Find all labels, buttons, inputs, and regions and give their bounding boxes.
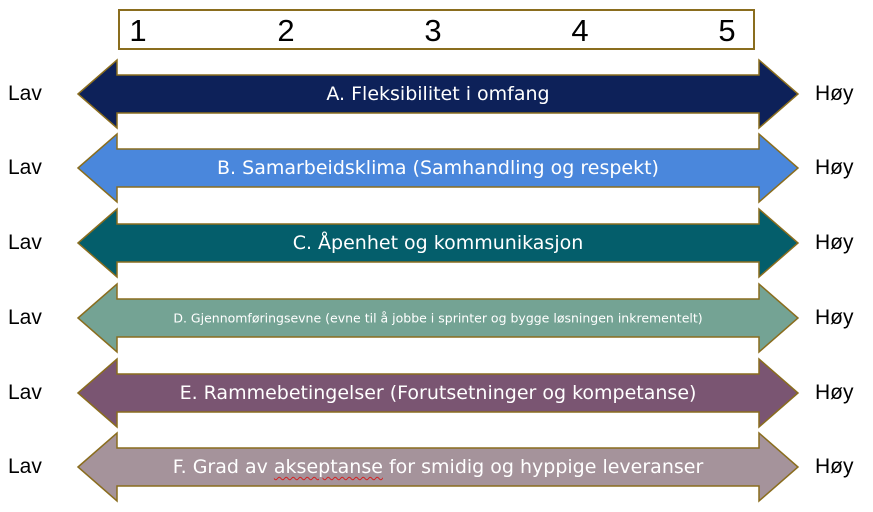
low-label: Lav	[8, 231, 42, 254]
low-label: Lav	[8, 381, 42, 404]
high-label: Høy	[815, 231, 854, 254]
scale-number-4: 4	[571, 13, 589, 48]
low-label: Lav	[8, 306, 42, 329]
arrow-label-prefix: F. Grad av	[172, 456, 274, 478]
high-label: Høy	[815, 82, 854, 105]
low-label: Lav	[8, 82, 42, 105]
arrow-label: C. Åpenhet og kommunikasjon	[292, 232, 584, 254]
arrow-label: B. Samarbeidsklima (Samhandling og respekt)	[217, 157, 659, 179]
scale-row-e	[0, 357, 873, 429]
arrow-label: A. Fleksibilitet i omfang	[326, 83, 550, 105]
scale-row-c	[0, 207, 873, 279]
misspelled-word: akseptanse	[273, 456, 383, 478]
arrow-label-suffix: for smidig og hyppige leveranser	[382, 456, 704, 478]
scale-row-a	[0, 58, 873, 130]
scale-number-1: 1	[129, 13, 147, 48]
low-label: Lav	[8, 455, 42, 478]
scale-number-5: 5	[718, 13, 736, 48]
high-label: Høy	[815, 381, 854, 404]
scale-number-2: 2	[277, 13, 295, 48]
scale-box	[118, 9, 755, 50]
scale-row-b	[0, 132, 873, 204]
high-label: Høy	[815, 306, 854, 329]
scale-row-d	[0, 282, 873, 354]
scale-number-3: 3	[424, 13, 442, 48]
scale-row-f	[0, 431, 873, 503]
arrow-label: E. Rammebetingelser (Forutsetninger og kompetanse)	[179, 382, 697, 404]
low-label: Lav	[8, 156, 42, 179]
arrow-label: D. Gjennomføringsevne (evne til å jobbe i sprinter og bygge løsningen inkrementelt)	[173, 310, 703, 326]
arrow-label	[118, 456, 758, 478]
high-label: Høy	[815, 455, 854, 478]
high-label: Høy	[815, 156, 854, 179]
